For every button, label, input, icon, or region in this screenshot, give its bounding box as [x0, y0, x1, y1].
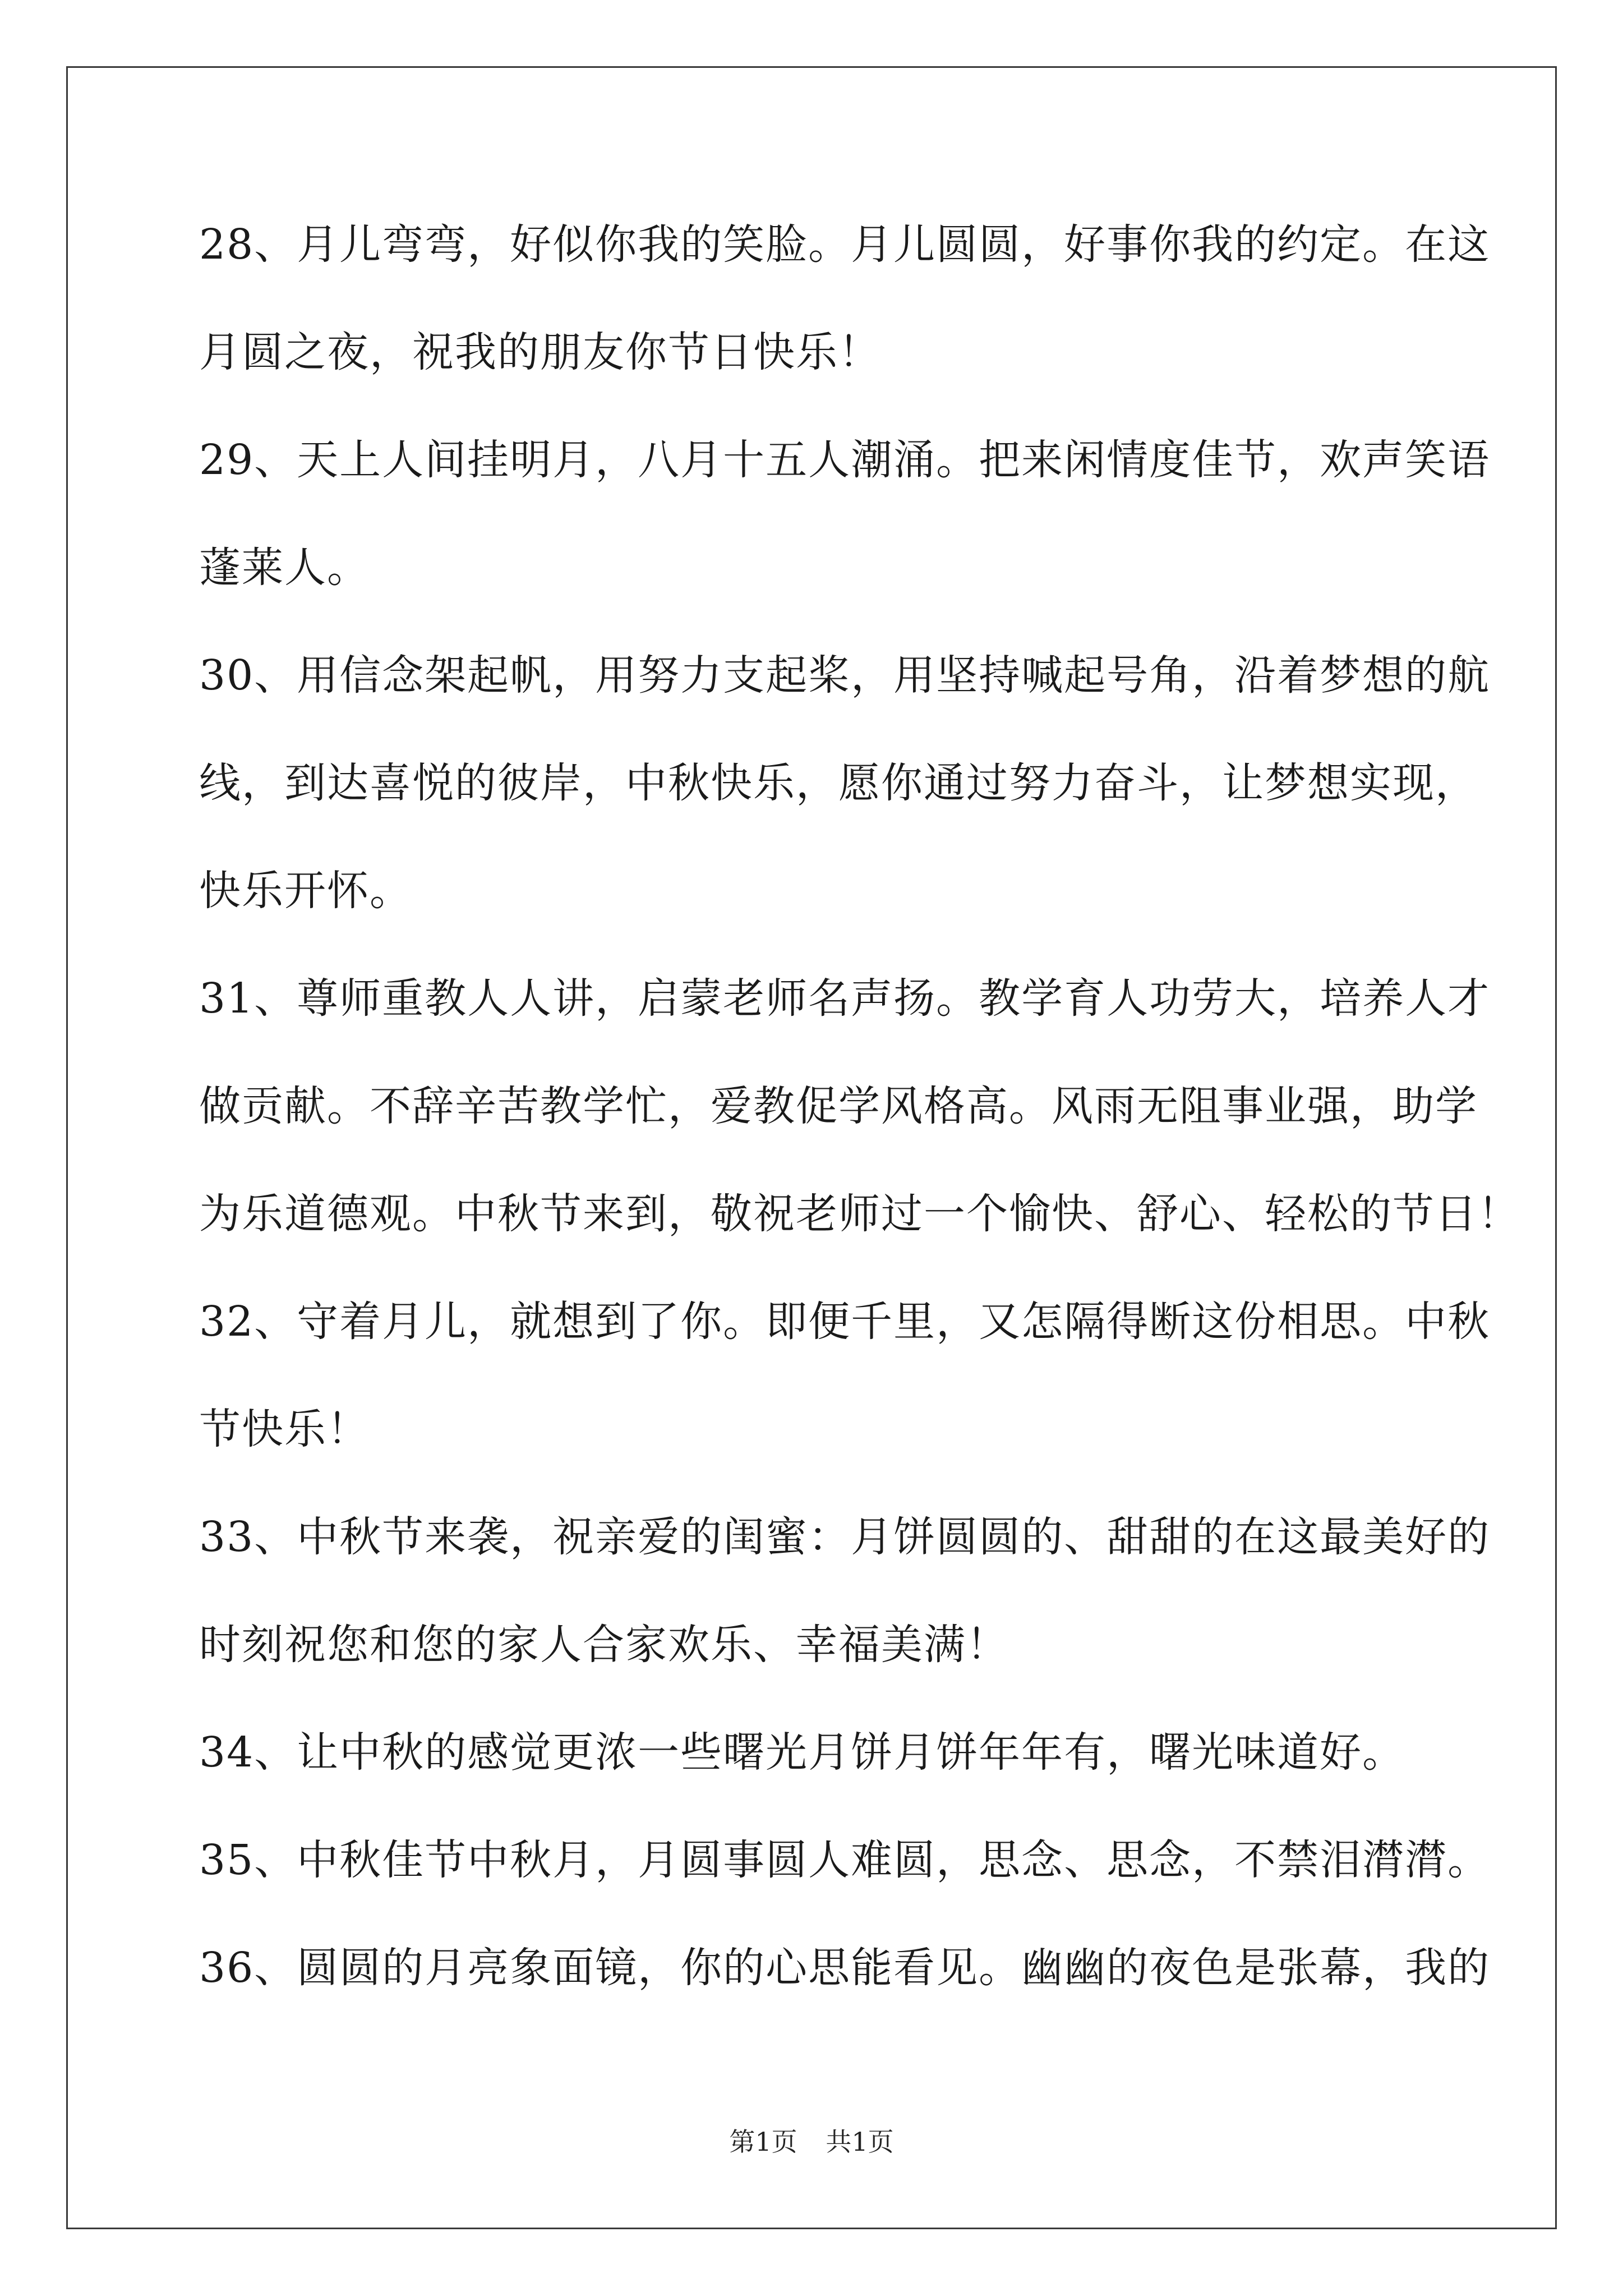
- text-line: 30、用信念架起帆，用努力支起桨，用坚持喊起号角，沿着梦想的航: [199, 651, 1491, 700]
- text-line: 31、尊师重教人人讲，启蒙老师名声扬。教学育人功劳大，培养人才: [199, 974, 1491, 1023]
- text-line: 蓬莱人。: [199, 544, 370, 592]
- entry-33: [199, 1510, 1491, 1672]
- text-line: 时刻祝您和您的家人合家欢乐、幸福美满！: [199, 1621, 1009, 1669]
- text-line: 为乐道德观。中秋节来到，敬祝老师过一个愉快、舒心、轻松的节日！: [199, 1190, 1520, 1238]
- entry-32: [199, 1295, 1491, 1456]
- text-line: 34、让中秋的感觉更浓一些曙光月饼月饼年年有，曙光味道好。: [199, 1728, 1405, 1777]
- page-footer: [0, 2125, 1623, 2159]
- entry-30: [199, 648, 1491, 918]
- entry-28: [199, 218, 1491, 379]
- text-line: 快乐开怀。: [199, 867, 412, 915]
- text-line: 做贡献。不辞辛苦教学忙，爱教促学风格高。风雨无阻事业强，助学: [199, 1082, 1478, 1130]
- text-line: 32、守着月儿，就想到了你。即便千里，又怎隔得断这份相思。中秋: [199, 1297, 1491, 1346]
- text-line: 35、中秋佳节中秋月，月圆事圆人难圆，思念、思念，不禁泪潸潸。: [199, 1836, 1491, 1884]
- text-line: 节快乐！: [199, 1405, 370, 1453]
- text-line: 线，到达喜悦的彼岸，中秋快乐，愿你通过努力奋斗，让梦想实现，: [199, 759, 1478, 807]
- entry-36: [199, 1941, 1491, 1995]
- text-line: 33、中秋节来袭，祝亲爱的闺蜜：月饼圆圆的、甜甜的在这最美好的: [199, 1513, 1491, 1561]
- text-line: 28、月儿弯弯，好似你我的笑脸。月儿圆圆，好事你我的约定。在这: [199, 220, 1491, 269]
- text-line: 月圆之夜，祝我的朋友你节日快乐！: [199, 328, 881, 376]
- entry-35: [199, 1833, 1491, 1887]
- text-line: 36、圆圆的月亮象面镜，你的心思能看见。幽幽的夜色是张幕，我的: [199, 1944, 1491, 1992]
- page-total: 共1页: [826, 2127, 894, 2157]
- text-line: 29、天上人间挂明月，八月十五人潮涌。把来闲情度佳节，欢声笑语: [199, 436, 1491, 484]
- entry-29: [199, 433, 1491, 595]
- page-number: 第1页: [729, 2127, 797, 2157]
- entry-31: [199, 972, 1520, 1241]
- entry-34: [199, 1726, 1433, 1779]
- document-body: [199, 218, 1520, 2049]
